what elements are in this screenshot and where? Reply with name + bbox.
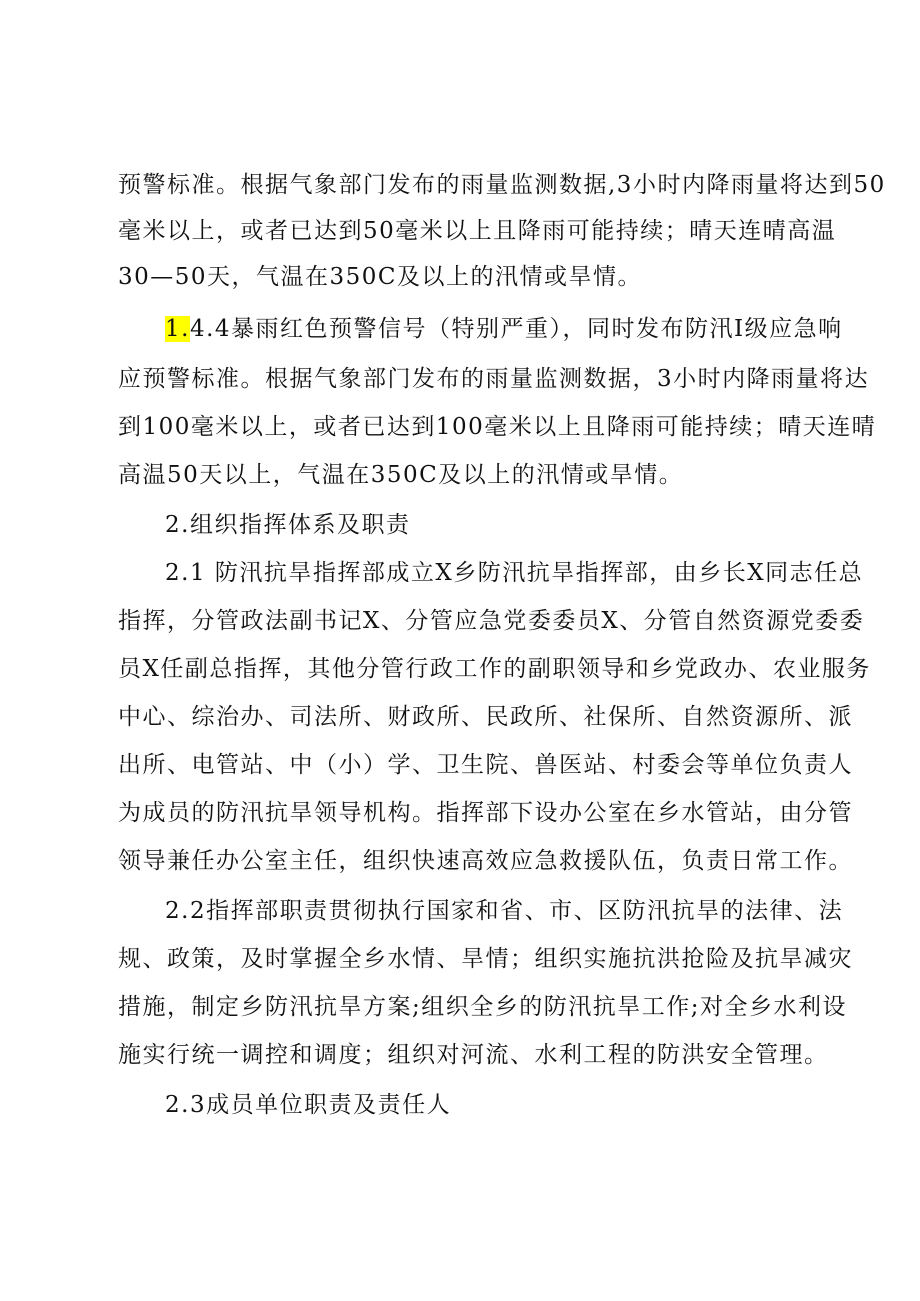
paragraph-first-line: 2.2指挥部职责贯彻执行国家和省、市、区防汛抗旱的法律、法 — [165, 898, 844, 924]
text-line: 预警标准。根据气象部门发布的雨量监测数据,3小时内降雨量将达到50 — [118, 172, 886, 198]
highlighted-text: 1. — [165, 316, 190, 342]
text-line: 毫米以上，或者已达到50毫米以上且降雨可能持续；晴天连晴高温 — [118, 218, 837, 244]
section-heading: 2.3成员单位职责及责任人 — [165, 1092, 452, 1118]
text-line: 出所、电管站、中（小）学、卫生院、兽医站、村委会等单位负责人 — [118, 752, 853, 778]
text-line: 30—50天，气温在350C及以上的汛情或旱情。 — [118, 264, 643, 290]
paragraph-first-line: 2.1 防汛抗旱指挥部成立X乡防汛抗旱指挥部，由乡长X同志任总 — [165, 560, 864, 586]
text-line: 高温50天以上，气温在350C及以上的汛情或旱情。 — [118, 462, 684, 488]
text-line: 中心、综治办、司法所、财政所、民政所、社保所、自然资源所、派 — [118, 704, 853, 730]
text-line: 为成员的防汛抗旱领导机构。指挥部下设办公室在乡水管站，由分管 — [118, 800, 853, 826]
text-line: 施实行统一调控和调度；组织对河流、水利工程的防洪安全管理。 — [118, 1042, 829, 1068]
text-line: 规、政策，及时掌握全乡水情、旱情；组织实施抗洪抢险及抗旱减灾 — [118, 946, 853, 972]
text-line: 员X任副总指挥，其他分管行政工作的副职领导和乡党政办、农业服务 — [118, 656, 871, 682]
text-line: 应预警标准。根据气象部门发布的雨量监测数据，3小时内降雨量将达 — [118, 366, 870, 392]
text-span: 4.4暴雨红色预警信号（特别严重），同时发布防汛I级应急响 — [189, 316, 843, 342]
text-line: 指挥，分管政法副书记X、分管应急党委委员X、分管自然资源党委委 — [118, 608, 865, 634]
paragraph-first-line — [165, 314, 843, 344]
text-line: 到100毫米以上，或者已达到100毫米以上且降雨可能持续；晴天连晴 — [118, 414, 877, 440]
text-line: 领导兼任办公室主任，组织快速高效应急救援队伍，负责日常工作。 — [118, 848, 853, 874]
section-heading: 2.组织指挥体系及职责 — [165, 512, 411, 538]
text-line: 措施，制定乡防汛抗旱方案;组织全乡的防汛抗旱工作;对全乡水利设 — [118, 994, 847, 1020]
